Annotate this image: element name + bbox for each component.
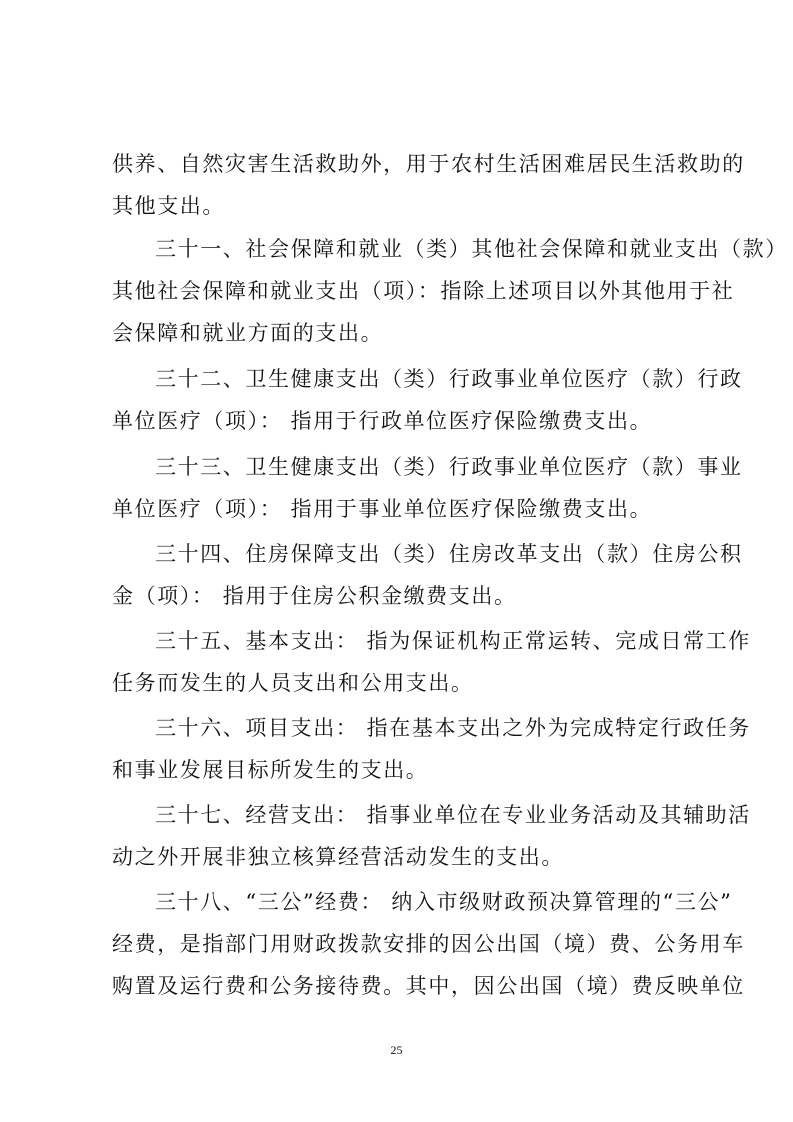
section-31-heading-line: 三十一、社会保障和就业（类）其他社会保障和就业支出（款） bbox=[155, 237, 788, 261]
section-34-heading-line: 三十四、住房保障支出（类）住房改革支出（款）住房公积 bbox=[155, 542, 743, 566]
section-37-heading-line: 三十七、经营支出： 指事业单位在专业业务活动及其辅助活 bbox=[155, 803, 751, 827]
section-35-heading-line: 三十五、基本支出： 指为保证机构正常运转、完成日常工作 bbox=[155, 629, 751, 653]
body-text-line: 动之外开展非独立核算经营活动发生的支出。 bbox=[112, 845, 564, 869]
body-text-line: 会保障和就业方面的支出。 bbox=[112, 321, 384, 345]
section-36-heading-line: 三十六、项目支出： 指在基本支出之外为完成特定行政任务 bbox=[155, 716, 751, 740]
body-text-line: 单位医疗（项）： 指用于行政单位医疗保险缴费支出。 bbox=[112, 409, 653, 433]
section-38-heading-line: 三十八、“三公”经费： 纳入市级财政预决算管理的“三公” bbox=[155, 890, 733, 914]
body-text-line: 购置及运行费和公务接待费。其中，因公出国（境）费反映单位 bbox=[112, 974, 745, 998]
body-text-line: 单位医疗（项）： 指用于事业单位医疗保险缴费支出。 bbox=[112, 497, 653, 521]
body-text-line: 和事业发展目标所发生的支出。 bbox=[112, 758, 429, 782]
body-text-line: 经费，是指部门用财政拨款安排的因公出国（境）费、公务用车 bbox=[112, 932, 745, 956]
body-text-line: 金（项）： 指用于住房公积金缴费支出。 bbox=[112, 584, 517, 608]
section-32-heading-line: 三十二、卫生健康支出（类）行政事业单位医疗（款）行政 bbox=[155, 367, 743, 391]
section-33-heading-line: 三十三、卫生健康支出（类）行政事业单位医疗（款）事业 bbox=[155, 455, 743, 479]
body-text-line: 其他社会保障和就业支出（项）：指除上述项目以外其他用于社 bbox=[112, 279, 735, 303]
page-number: 25 bbox=[390, 1043, 403, 1057]
body-text-line: 任务而发生的人员支出和公用支出。 bbox=[112, 671, 474, 695]
body-text-line: 其他支出。 bbox=[112, 194, 225, 218]
body-text-line: 供养、自然灾害生活救助外，用于农村生活困难居民生活救助的 bbox=[112, 152, 745, 176]
